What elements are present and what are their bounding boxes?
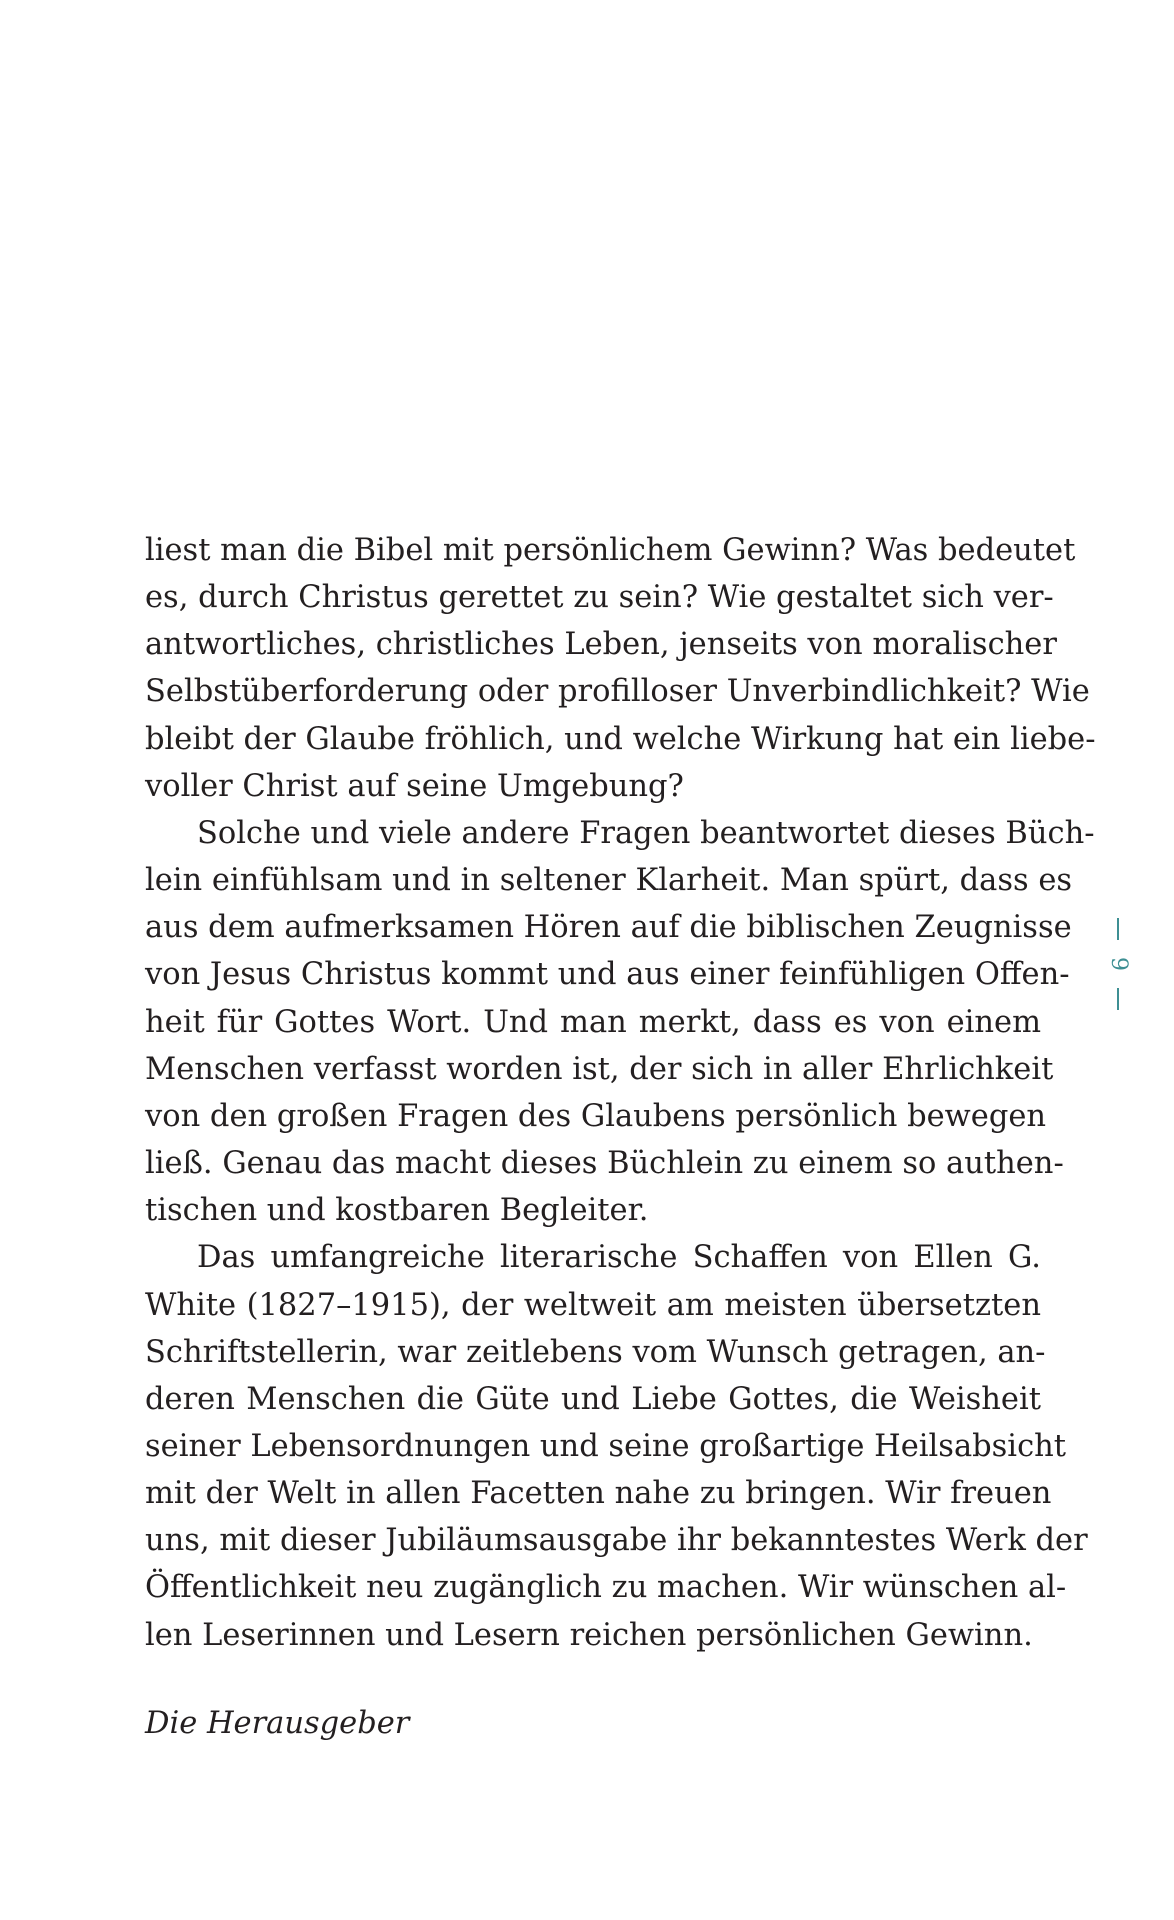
body-text bbox=[145, 527, 1096, 1659]
text-line: es, durch Christus gerettet zu sein? Wie gestaltet sich ver- bbox=[145, 580, 1054, 616]
text-line: tischen und kostbaren Begleiter. bbox=[145, 1193, 649, 1229]
text-line: heit für Gottes Wort. Und man merkt, dass es von einem bbox=[145, 1004, 1041, 1040]
text-line: Menschen verfasst worden ist, der sich in aller Ehrlichkeit bbox=[145, 1051, 1054, 1087]
text-line: liest man die Bibel mit persönlichem Gewinn? Was bedeutet bbox=[145, 533, 1076, 568]
paragraph-2 bbox=[145, 810, 1095, 1234]
paragraph-3 bbox=[145, 1234, 1088, 1658]
text-line: uns, mit dieser Jubiläumsausgabe ihr bekanntestes Werk der bbox=[145, 1523, 1088, 1559]
text-line: von Jesus Christus kommt und aus einer feinfühligen Offen- bbox=[145, 957, 1070, 993]
text-line: lein einfühlsam und in seltener Klarheit. Man spürt, dass es bbox=[145, 863, 1073, 899]
signature: Die Herausgeber bbox=[145, 1706, 410, 1741]
paragraph-1 bbox=[145, 527, 1096, 810]
page-dash-top bbox=[1117, 918, 1119, 940]
text-line: seiner Lebensordnungen und seine großartige Heilsabsicht bbox=[145, 1428, 1067, 1464]
text-line: len Leserinnen und Lesern reichen persönlichen Gewinn. bbox=[145, 1617, 1033, 1653]
text-line: von den großen Fragen des Glaubens persönlich bewegen bbox=[145, 1098, 1047, 1134]
page-number: 9 bbox=[1106, 957, 1131, 971]
text-line: Selbstüberforderung oder profilloser Unverbindlichkeit? Wie bbox=[145, 674, 1090, 710]
page-dash-bottom bbox=[1117, 988, 1119, 1010]
text-line: voller Christ auf seine Umgebung? bbox=[145, 768, 684, 804]
text-line: antwortliches, christliches Leben, jenseits von moralischer bbox=[145, 627, 1057, 663]
text-line: bleibt der Glaube fröhlich, und welche Wirkung hat ein liebe- bbox=[145, 721, 1096, 757]
text-line: Solche und viele andere Fragen beantwortet dieses Büch- bbox=[197, 815, 1095, 851]
text-line: mit der Welt in allen Facetten nahe zu bringen. Wir freuen bbox=[145, 1476, 1052, 1512]
text-line: White (1827–1915), der weltweit am meisten übersetzten bbox=[145, 1287, 1041, 1323]
text-line: Das umfangreiche literarische Schaffen von Ellen G. bbox=[197, 1240, 1041, 1276]
text-line: Öffentlichkeit neu zugänglich zu machen. Wir wünschen al- bbox=[145, 1570, 1067, 1606]
text-line: aus dem aufmerksamen Hören auf die biblischen Zeugnisse bbox=[145, 910, 1072, 946]
text-line: ließ. Genau das macht dieses Büchlein zu einem so authen- bbox=[145, 1146, 1064, 1182]
text-line: deren Menschen die Güte und Liebe Gottes, die Weisheit bbox=[145, 1381, 1041, 1417]
text-line: Schriftstellerin, war zeitlebens vom Wunsch getragen, an- bbox=[145, 1334, 1046, 1370]
